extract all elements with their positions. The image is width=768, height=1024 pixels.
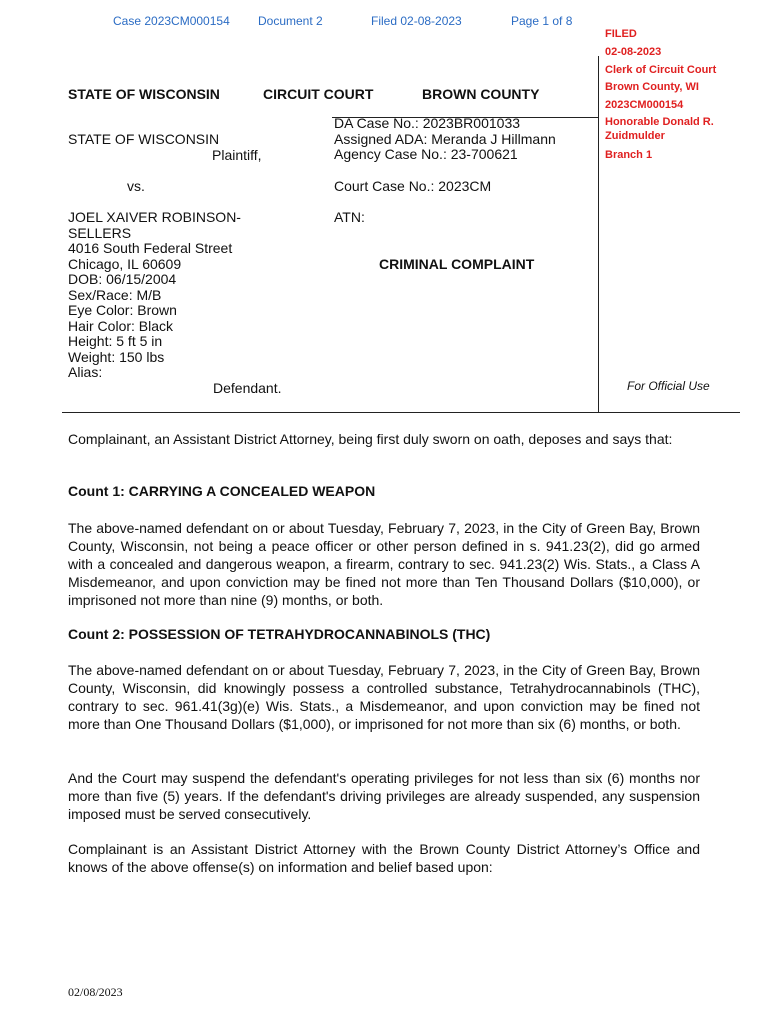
document-number-header: Document 2 [258,14,323,28]
case-info [334,116,556,163]
vertical-divider [598,56,599,412]
defendant-line: Sex/Race: M/B [68,286,162,303]
stamp-line: 02-08-2023 [605,45,662,58]
defendant-role: Defendant. [213,380,282,396]
agency-case-number: Agency Case No.: 23-700621 [334,146,518,162]
defendant-info [68,210,241,381]
count-1-text: The above-named defendant on or about Tuesday, February 7, 2023, in the City of Green Bay, Brown County, Wisconsin, not being a peace officer or other person defined in s. 941.23(2), did go armed with a concealed and dangerous weapon, a firearm, contrary to sec. 941.23(2) Wis. Stats., a Class A Misdemeanor, and upon conviction may be fined not more than Ten Thousand Dollars ($10,000), or imprisoned not more than nine (9) months, or both. [68,520,700,608]
license-suspension-paragraph: And the Court may suspend the defendant's operating privileges for not less than six (6) months nor more than five (5) years. If the defendant's driving privileges are already suspended, any suspension imposed must be served consecutively. [68,770,700,822]
plaintiff-name: STATE OF WISCONSIN [68,131,220,147]
filed-date-header: Filed 02-08-2023 [371,14,462,28]
assigned-ada: Assigned ADA: Meranda J Hillmann [334,130,556,147]
filed-stamp [605,26,716,165]
defendant-line: SELLERS [68,224,132,241]
atn-label: ATN: [334,209,365,225]
stamp-line: FILED [605,28,637,40]
da-case-number: DA Case No.: 2023BR001033 [334,115,521,131]
stamp-line: Branch 1 [605,148,653,161]
defendant-line: Weight: 150 lbs [68,348,165,365]
caption-court: CIRCUIT COURT [263,86,374,102]
defendant-line: Height: 5 ft 5 in [68,333,163,349]
case-number-header: Case 2023CM000154 [113,14,230,28]
defendant-line: Eye Color: Brown [68,302,177,318]
complainant-paragraph: Complainant is an Assistant District Attorney with the Brown County District Attorney’s Office and knows of the above offense(s) on information and belief based upon: [68,841,700,875]
document-title: CRIMINAL COMPLAINT [379,256,535,272]
count-2-title: Count 2: POSSESSION OF TETRAHYDROCANNABINOLS (THC) [68,626,491,642]
stamp-line: Zuidmulder [605,129,665,142]
defendant-line: Hair Color: Black [68,317,174,334]
defendant-line: JOEL XAIVER ROBINSON- [68,209,241,225]
plaintiff-role: Plaintiff, [212,147,262,163]
count-1-title: Count 1: CARRYING A CONCEALED WEAPON [68,483,376,499]
court-case-number: Court Case No.: 2023CM [334,178,492,194]
caption-county: BROWN COUNTY [422,86,540,102]
defendant-line: Chicago, IL 60609 [68,255,182,272]
defendant-line: 4016 South Federal Street [68,240,233,256]
page-number-header: Page 1 of 8 [511,14,573,28]
caption-bottom-rule [62,412,740,413]
intro-paragraph: Complainant, an Assistant District Attorney, being first duly sworn on oath, deposes and says that: [68,431,673,447]
defendant-line: DOB: 06/15/2004 [68,271,177,287]
official-use-label: For Official Use [627,379,710,393]
count-2-text: The above-named defendant on or about Tuesday, February 7, 2023, in the City of Green Bay, Brown County, Wisconsin, did knowingly possess a controlled substance, Tetrahydrocannabinols (THC), contrary to sec. 961.41(3g)(e) Wis. Stats., a Misdemeanor, and upon conviction may be fined not more than One Thousand Dollars ($1,000), or imprisoned for not more than six (6) months, or both. [68,662,700,732]
footer-date: 02/08/2023 [68,985,123,999]
stamp-line: Clerk of Circuit Court [605,63,717,76]
versus-label: vs. [127,178,145,194]
defendant-line: Alias: [68,364,103,380]
stamp-line: Honorable Donald R. [605,115,714,128]
caption-state: STATE OF WISCONSIN [68,86,220,102]
stamp-line: 2023CM000154 [605,99,684,112]
stamp-line: Brown County, WI [605,81,699,94]
